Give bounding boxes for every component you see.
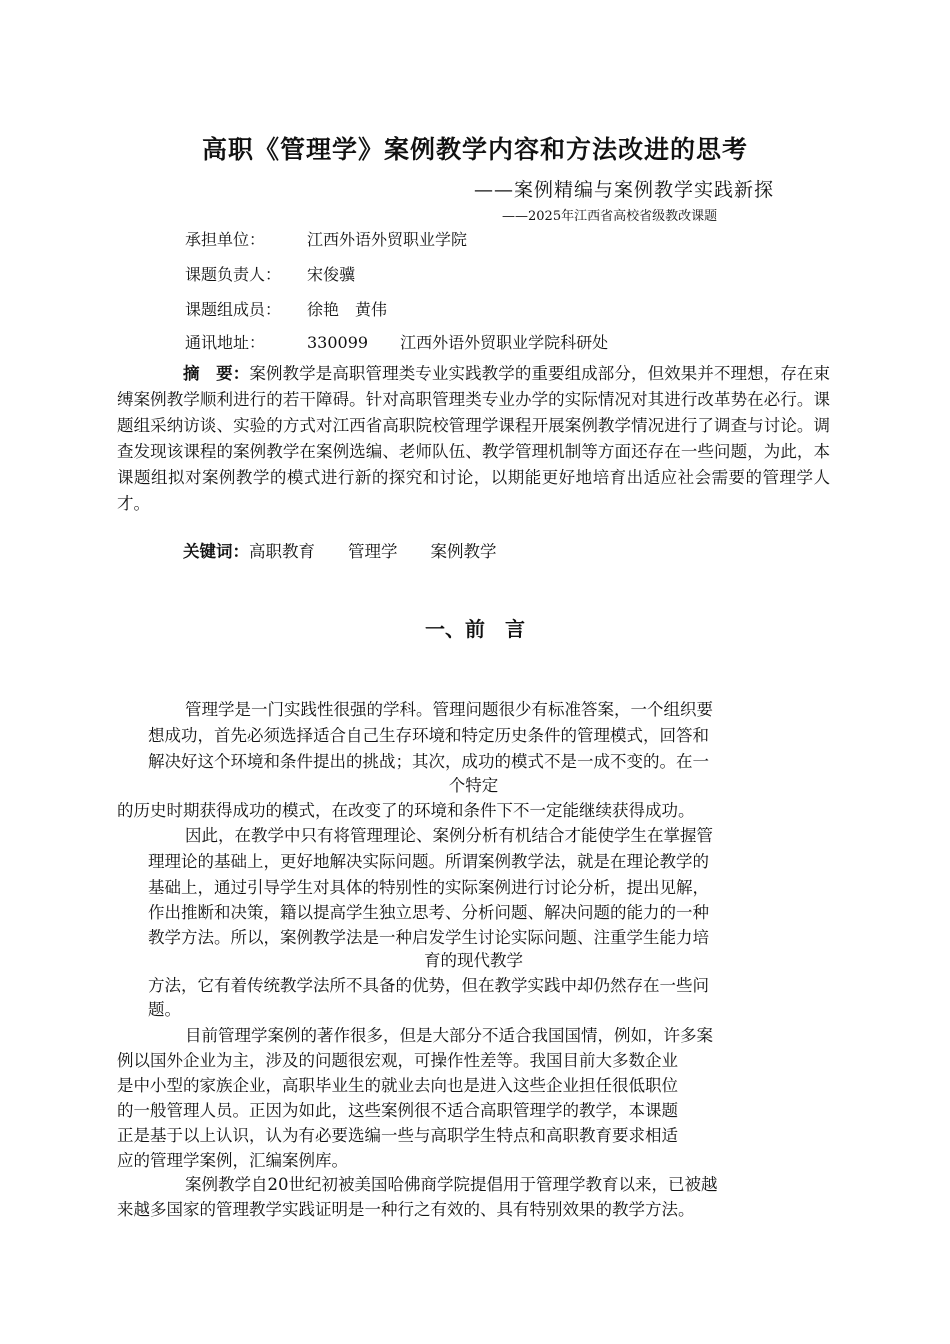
body-line: 例以国外企业为主，涉及的问题很宏观，可操作性差等。我国目前大多数企业	[117, 1051, 678, 1070]
abstract-paragraph	[117, 361, 830, 517]
body-line: 作出推断和决策，籍以提高学生独立思考、分析问题、解决问题的能力的一种	[148, 903, 709, 922]
body-line: 来越多国家的管理教学实践证明是一种行之有效的、具有特别效果的教学方法。	[117, 1200, 695, 1219]
body-line: 管理学是一门实践性很强的学科。管理问题很少有标准答案，一个组织要	[185, 700, 713, 719]
body-line: 个特定	[448, 776, 499, 795]
body-line: 基础上，通过引导学生对具体的特别性的实际案例进行讨论分析，提出见解，	[148, 878, 709, 897]
info-value: 宋俊骥	[307, 265, 356, 284]
body-line: 题。	[148, 1000, 181, 1019]
info-value: 江西外语外贸职业学院	[307, 230, 468, 249]
body-line: 是中小型的家族企业，高职毕业生的就业去向也是进入这些企业担任很低职位	[117, 1076, 678, 1095]
info-row-address	[185, 330, 608, 353]
body-line: 想成功，首先必须选择适合自己生存环境和特定历史条件的管理模式，回答和	[148, 726, 709, 745]
abstract-text: 案例教学是高职管理类专业实践教学的重要组成部分，但效果并不理想，存在束缚案例教学顺利进行的若干障碍。针对高职管理类专业办学的实际情况对其进行改革势在必行。课题组采纳访谈、实验的方式对江西省高职院校管理学课程开展案例教学情况进行了调查与讨论。调查发现该课程的案例教学在案例选编、老师队伍、教学管理机制等方面还存在一些问题，为此，本课题组拟对案例教学的模式进行新的探究和讨论，以期能更好地培育出适应社会需要的管理学人才。	[117, 364, 831, 513]
project-note: ——2025年江西省高校省级教改课题	[502, 209, 718, 224]
info-row-leader	[185, 262, 355, 285]
info-label: 课题组成员：	[185, 300, 282, 319]
body-line: 的一般管理人员。正因为如此，这些案例很不适合高职管理学的教学，本课题	[117, 1101, 678, 1120]
keywords-label: 关键词：	[183, 542, 249, 561]
body-line: 目前管理学案例的著作很多，但是大部分不适合我国国情，例如，许多案	[185, 1026, 713, 1045]
body-line: 因此，在教学中只有将管理理论、案例分析有机结合才能使学生在掌握管	[185, 826, 713, 845]
keywords-row	[183, 538, 497, 562]
info-label: 通讯地址：	[185, 333, 266, 352]
body-line: 理理论的基础上，更好地解决实际问题。所谓案例教学法，就是在理论教学的	[148, 852, 709, 871]
document-subtitle: ——案例精编与案例教学实践新探	[474, 179, 775, 201]
body-line: 解决好这个环境和条件提出的挑战；其次，成功的模式不是一成不变的。在一	[148, 752, 709, 771]
body-line: 育的现代教学	[424, 951, 523, 970]
body-line: 应的管理学案例，汇编案例库。	[117, 1151, 348, 1170]
body-line: 的历史时期获得成功的模式，在改变了的环境和条件下不一定能继续获得成功。	[117, 801, 695, 820]
info-value: 徐艳 黄伟	[307, 300, 388, 319]
info-label: 课题负责人：	[185, 265, 282, 284]
abstract-label: 摘 要：	[183, 364, 250, 383]
info-row-unit	[185, 227, 467, 250]
info-row-members	[185, 297, 387, 320]
info-label: 承担单位：	[185, 230, 266, 249]
body-line: 方法，它有着传统教学法所不具备的优势，但在教学实践中却仍然存在一些问	[148, 976, 709, 995]
info-value: 330099 江西外语外贸职业学院科研处	[307, 333, 609, 352]
document-title: 高职《管理学》案例教学内容和方法改进的思考	[201, 135, 748, 164]
body-line: 案例教学自20世纪初被美国哈佛商学院提倡用于管理学教育以来，已被越	[185, 1175, 718, 1194]
section-heading: 一、前 言	[425, 617, 525, 641]
body-line: 教学方法。所以，案例教学法是一种启发学生讨论实际问题、注重学生能力培	[148, 928, 709, 947]
body-line: 正是基于以上认识，认为有必要选编一些与高职学生特点和高职教育要求相适	[117, 1126, 678, 1145]
keywords-text: 高职教育 管理学 案例教学	[249, 542, 497, 561]
